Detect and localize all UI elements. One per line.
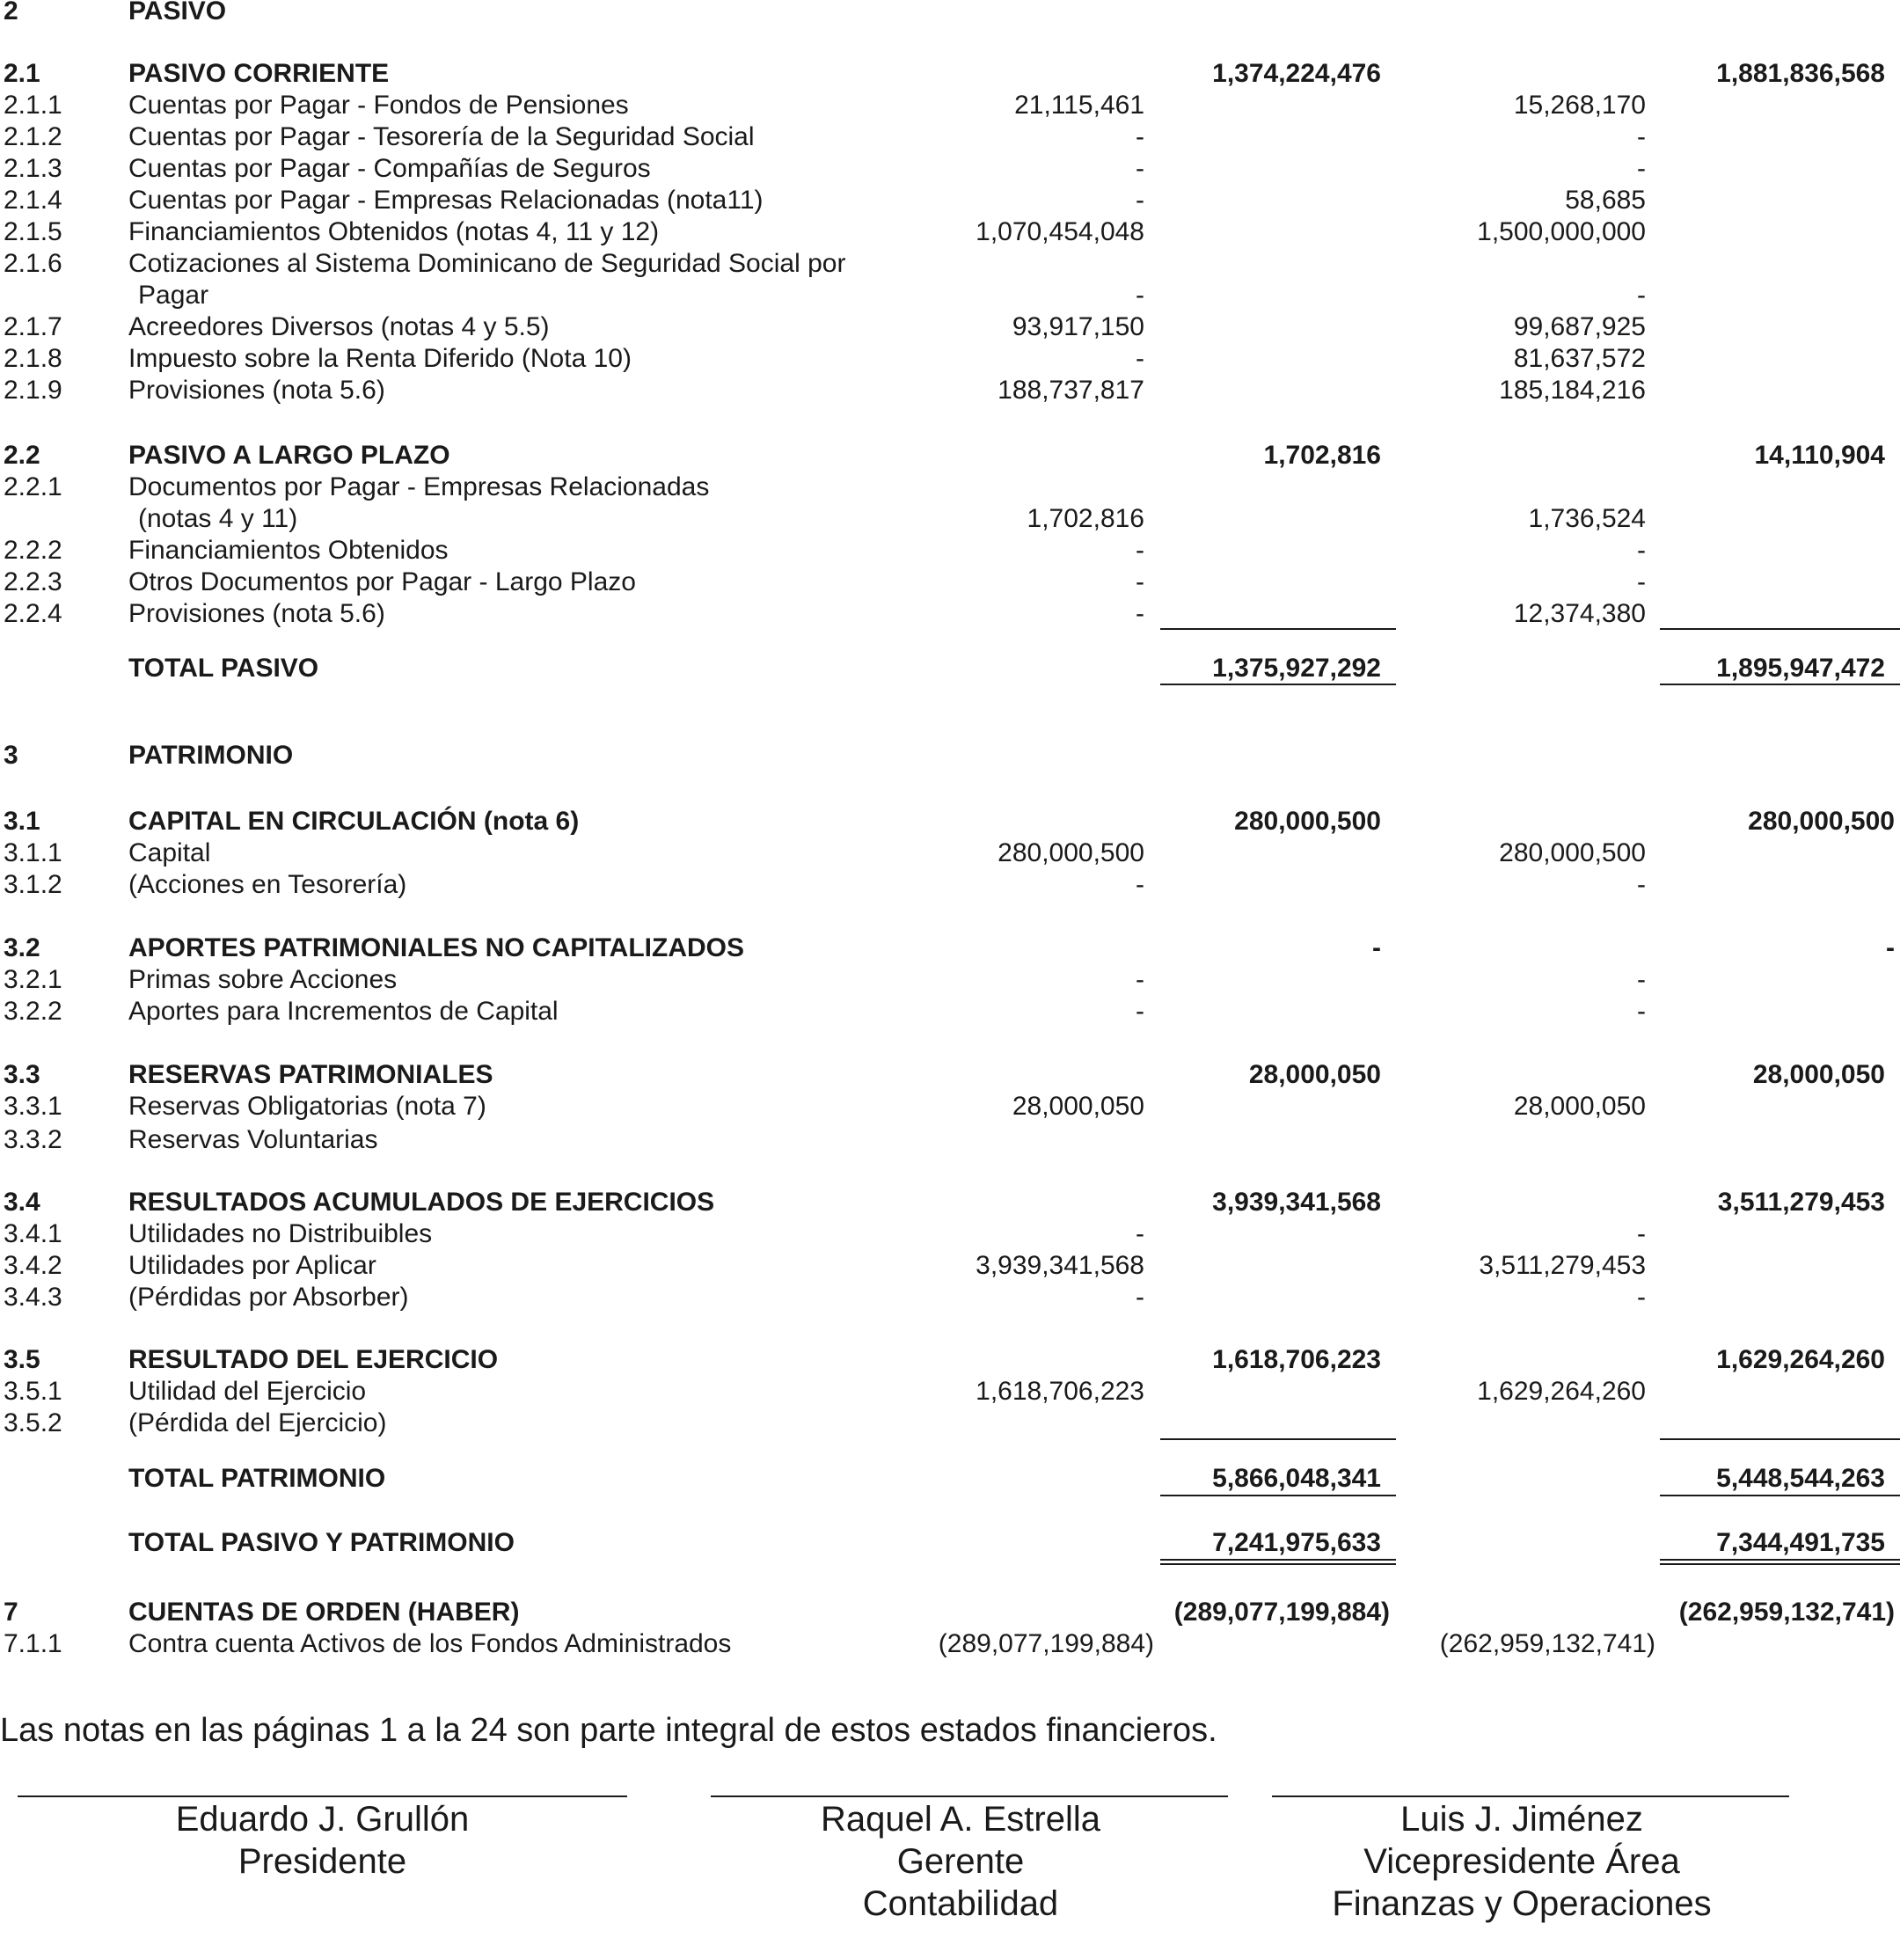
- detail-prior: 81,637,572: [1513, 344, 1646, 373]
- account-label: Provisiones (nota 5.6): [128, 599, 385, 628]
- detail-prior: -: [1637, 154, 1646, 183]
- account-label: RESULTADO DEL EJERCICIO: [128, 1345, 499, 1374]
- signature-block-president: [18, 1798, 627, 1883]
- total-current: 1,375,927,292: [1212, 654, 1381, 683]
- account-code: 3.4.3: [4, 1283, 62, 1312]
- detail-current: -: [1136, 870, 1144, 899]
- total-label: TOTAL PASIVO Y PATRIMONIO: [128, 1528, 515, 1557]
- total-prior: 1,895,947,472: [1716, 654, 1885, 683]
- account-code: 2.1.7: [4, 312, 62, 341]
- detail-current: 3,939,341,568: [976, 1251, 1144, 1280]
- total-current: 5,866,048,341: [1212, 1464, 1381, 1493]
- account-label: (Acciones en Tesorería): [128, 870, 407, 899]
- group-total-prior: -: [1886, 933, 1895, 962]
- account-code: 3.5: [4, 1345, 40, 1374]
- account-code: 2.1.4: [4, 186, 62, 215]
- total-row: [0, 1463, 1900, 1495]
- detail-current: -: [1136, 1283, 1144, 1312]
- detail-prior: -: [1637, 567, 1646, 596]
- detail-prior: 1,736,524: [1528, 504, 1646, 533]
- group-total-current: 1,374,224,476: [1212, 59, 1381, 88]
- account-code: 7.1.1: [4, 1629, 62, 1658]
- total-prior: 5,448,544,263: [1716, 1464, 1885, 1493]
- detail-prior: -: [1637, 997, 1646, 1026]
- line-item-row: [0, 121, 1900, 153]
- detail-current: -: [1136, 567, 1144, 596]
- account-code: 3.2.1: [4, 965, 62, 994]
- account-label: Acreedores Diversos (notas 4 y 5.5): [128, 312, 550, 341]
- account-label: Utilidades por Aplicar: [128, 1251, 376, 1280]
- account-code: 2.2.2: [4, 536, 62, 565]
- account-code: 2.1: [4, 59, 40, 88]
- line-item-row: [0, 869, 1900, 901]
- detail-current: 1,702,816: [1027, 504, 1144, 533]
- subtotal-rule: [1660, 628, 1900, 630]
- subtotal-rule: [1660, 1438, 1900, 1440]
- signatory-title: Gerente: [896, 1842, 1025, 1881]
- account-code: 2.1.9: [4, 376, 62, 405]
- group-total-current: 28,000,050: [1248, 1060, 1381, 1089]
- group-total-current: 3,939,341,568: [1212, 1188, 1381, 1217]
- detail-current: (289,077,199,884): [938, 1629, 1154, 1658]
- detail-prior: 28,000,050: [1513, 1092, 1646, 1121]
- detail-current: 188,737,817: [998, 376, 1144, 405]
- account-code: 3: [4, 741, 18, 770]
- group-total-prior: 1,881,836,568: [1716, 59, 1885, 88]
- account-label: Utilidades no Distribuibles: [128, 1219, 433, 1248]
- account-label: CUENTAS DE ORDEN (HABER): [128, 1598, 520, 1627]
- group-total-row: [0, 1059, 1900, 1091]
- detail-current: -: [1136, 536, 1144, 565]
- section-header-pasivo: [0, 0, 1900, 27]
- group-total-row: [0, 1344, 1900, 1376]
- account-label: Capital: [128, 838, 211, 867]
- signatory-name: Luis J. Jiménez: [1400, 1800, 1643, 1839]
- detail-current: -: [1136, 599, 1144, 628]
- account-label: Cuentas por Pagar - Tesorería de la Seguridad Social: [128, 122, 755, 151]
- line-item-row: [0, 90, 1900, 121]
- signatory-title: Contabilidad: [862, 1884, 1059, 1923]
- account-code: 2.1.1: [4, 91, 62, 120]
- detail-prior: -: [1637, 1283, 1646, 1312]
- detail-prior: -: [1637, 536, 1646, 565]
- account-label: Otros Documentos por Pagar - Largo Plazo: [128, 567, 636, 596]
- signature-block-vp: [1272, 1798, 1772, 1925]
- account-label: Reservas Obligatorias (nota 7): [128, 1092, 486, 1121]
- financial-statement-note: Las notas en las páginas 1 a la 24 son parte integral de estos estados financieros.: [0, 1712, 1217, 1749]
- line-item-row: [0, 311, 1900, 343]
- group-total-prior: 280,000,500: [1748, 807, 1895, 836]
- group-total-row: [0, 1187, 1900, 1218]
- line-item-row: [0, 1628, 1900, 1660]
- group-total-row: [0, 440, 1900, 472]
- account-code: 3.4.2: [4, 1251, 62, 1280]
- account-label: PATRIMONIO: [128, 741, 294, 770]
- grand-total-row: [0, 1527, 1900, 1559]
- line-item-continuation-row: [0, 280, 1900, 311]
- total-rule: [1660, 1495, 1900, 1496]
- account-label: (Pérdidas por Absorber): [128, 1283, 409, 1312]
- total-rule: [1660, 684, 1900, 685]
- group-total-row: [0, 932, 1900, 964]
- line-item-row: [0, 472, 1900, 503]
- total-current: 7,241,975,633: [1212, 1528, 1381, 1557]
- detail-prior: 185,184,216: [1499, 376, 1646, 405]
- group-total-current: (289,077,199,884): [1173, 1598, 1390, 1627]
- detail-current: -: [1136, 965, 1144, 994]
- line-item-row: [0, 185, 1900, 216]
- subtotal-rule: [1160, 628, 1396, 630]
- detail-current: -: [1136, 154, 1144, 183]
- account-code: 3.1.2: [4, 870, 62, 899]
- total-rule: [1160, 1495, 1396, 1496]
- account-code: 2.2: [4, 441, 40, 470]
- detail-current: 28,000,050: [1012, 1092, 1144, 1121]
- account-label: Financiamientos Obtenidos (notas 4, 11 y 12): [128, 217, 660, 246]
- account-code: 2.2.4: [4, 599, 62, 628]
- signature-line: [1272, 1795, 1789, 1797]
- group-total-row: [0, 1597, 1900, 1628]
- detail-current: -: [1136, 281, 1144, 310]
- detail-prior: (262,959,132,741): [1439, 1629, 1655, 1658]
- signatory-title: Finanzas y Operaciones: [1332, 1884, 1712, 1923]
- account-label: APORTES PATRIMONIALES NO CAPITALIZADOS: [128, 933, 745, 962]
- account-code: 2.1.2: [4, 122, 62, 151]
- account-code: 2.1.8: [4, 344, 62, 373]
- line-item-row: [0, 598, 1900, 630]
- account-label: PASIVO A LARGO PLAZO: [128, 441, 450, 470]
- group-total-prior: 14,110,904: [1754, 441, 1885, 470]
- total-label: TOTAL PATRIMONIO: [128, 1464, 386, 1493]
- line-item-row: [0, 1408, 1900, 1439]
- detail-prior: 15,268,170: [1513, 91, 1646, 120]
- signature-block-manager: [711, 1798, 1210, 1925]
- detail-current: 280,000,500: [998, 838, 1144, 867]
- signatory-name: Eduardo J. Grullón: [175, 1800, 470, 1839]
- double-rule-bottom: [1660, 1563, 1900, 1565]
- group-total-row: [0, 58, 1900, 90]
- detail-current: 93,917,150: [1012, 312, 1144, 341]
- line-item-row: [0, 1250, 1900, 1282]
- account-code: 2.1.6: [4, 249, 62, 278]
- detail-prior: 280,000,500: [1499, 838, 1646, 867]
- detail-prior: -: [1637, 965, 1646, 994]
- line-item-row: [0, 837, 1900, 869]
- line-item-row: [0, 1218, 1900, 1250]
- detail-current: -: [1136, 1219, 1144, 1248]
- account-label: Impuesto sobre la Renta Diferido (Nota 10): [128, 344, 632, 373]
- line-item-row: [0, 1282, 1900, 1313]
- detail-current: 1,618,706,223: [976, 1377, 1144, 1406]
- line-item-row: [0, 567, 1900, 598]
- account-code: 2.2.1: [4, 472, 62, 501]
- account-label: Primas sobre Acciones: [128, 965, 398, 994]
- line-item-row: [0, 996, 1900, 1028]
- double-rule-top: [1160, 1559, 1396, 1561]
- group-total-row: [0, 806, 1900, 837]
- account-label: CAPITAL EN CIRCULACIÓN (nota 6): [128, 807, 580, 836]
- double-rule-bottom: [1160, 1563, 1396, 1565]
- account-code: 2.1.3: [4, 154, 62, 183]
- account-label: RESULTADOS ACUMULADOS DE EJERCICIOS: [128, 1188, 715, 1217]
- double-rule-top: [1660, 1559, 1900, 1561]
- account-label: Provisiones (nota 5.6): [128, 376, 385, 405]
- group-total-current: 1,618,706,223: [1212, 1345, 1381, 1374]
- line-item-row: [0, 1376, 1900, 1408]
- account-code: 3.4: [4, 1188, 40, 1217]
- line-item-row: [0, 153, 1900, 185]
- account-label: Aportes para Incrementos de Capital: [128, 997, 559, 1026]
- detail-current: -: [1136, 122, 1144, 151]
- group-total-current: 280,000,500: [1234, 807, 1381, 836]
- line-item-continuation-row: [0, 503, 1900, 535]
- account-code: 2: [4, 0, 18, 26]
- account-code: 2.2.3: [4, 567, 62, 596]
- section-header-patrimonio: [0, 740, 1900, 772]
- account-label: RESERVAS PATRIMONIALES: [128, 1060, 493, 1089]
- account-code: 3.3.2: [4, 1125, 62, 1154]
- detail-current: 21,115,461: [1014, 91, 1144, 120]
- group-total-prior: 3,511,279,453: [1717, 1188, 1885, 1217]
- account-code: 3.1: [4, 807, 40, 836]
- line-item-row: [0, 1124, 1900, 1156]
- detail-prior: -: [1637, 122, 1646, 151]
- account-code: 3.3: [4, 1060, 40, 1089]
- account-code: 3.2.2: [4, 997, 62, 1026]
- account-label: Cuentas por Pagar - Compañías de Seguros: [128, 154, 651, 183]
- detail-current: -: [1136, 997, 1144, 1026]
- detail-prior: 1,500,000,000: [1477, 217, 1646, 246]
- account-code: 3.1.1: [4, 838, 62, 867]
- signature-line: [711, 1795, 1228, 1797]
- account-label: Reservas Voluntarias: [128, 1125, 378, 1154]
- detail-current: -: [1136, 344, 1144, 373]
- detail-prior: 1,629,264,260: [1477, 1377, 1646, 1406]
- group-total-current: 1,702,816: [1263, 441, 1381, 470]
- group-total-prior: 28,000,050: [1752, 1060, 1885, 1089]
- account-label: (Pérdida del Ejercicio): [128, 1408, 387, 1437]
- detail-prior: -: [1637, 281, 1646, 310]
- line-item-row: [0, 343, 1900, 375]
- account-label: PASIVO CORRIENTE: [128, 59, 390, 88]
- account-label: Cuentas por Pagar - Fondos de Pensiones: [128, 91, 629, 120]
- account-code: 3.4.1: [4, 1219, 62, 1248]
- account-code: 7: [4, 1598, 18, 1627]
- total-prior: 7,344,491,735: [1716, 1528, 1885, 1557]
- total-label: TOTAL PASIVO: [128, 654, 319, 683]
- account-label: Financiamientos Obtenidos: [128, 536, 449, 565]
- signatory-name: Raquel A. Estrella: [821, 1800, 1100, 1839]
- group-total-current: -: [1372, 933, 1381, 962]
- subtotal-rule: [1160, 1438, 1396, 1440]
- account-label: Contra cuenta Activos de los Fondos Administrados: [128, 1629, 732, 1658]
- detail-current: -: [1136, 186, 1144, 215]
- detail-current: 1,070,454,048: [976, 217, 1144, 246]
- account-code: 3.5.1: [4, 1377, 62, 1406]
- account-label: Utilidad del Ejercicio: [128, 1377, 367, 1406]
- detail-prior: 3,511,279,453: [1479, 1251, 1646, 1280]
- total-rule: [1160, 684, 1396, 685]
- account-label-continuation: Pagar: [138, 281, 209, 310]
- account-code: 3.5.2: [4, 1408, 62, 1437]
- line-item-row: [0, 216, 1900, 248]
- detail-prior: 12,374,380: [1513, 599, 1646, 628]
- account-code: 3.3.1: [4, 1092, 62, 1121]
- account-label: Cuentas por Pagar - Empresas Relacionadas (nota11): [128, 186, 764, 215]
- group-total-prior: (262,959,132,741): [1678, 1598, 1895, 1627]
- account-label: Documentos por Pagar - Empresas Relacionadas: [128, 472, 710, 501]
- signature-line: [18, 1795, 627, 1797]
- line-item-row: [0, 1091, 1900, 1123]
- account-code: 2.1.5: [4, 217, 62, 246]
- signatory-title: Vicepresidente Área: [1363, 1842, 1680, 1881]
- detail-prior: 99,687,925: [1513, 312, 1646, 341]
- detail-prior: 58,685: [1565, 186, 1646, 215]
- detail-prior: -: [1637, 1219, 1646, 1248]
- line-item-row: [0, 535, 1900, 567]
- total-row: [0, 653, 1900, 684]
- account-label: Cotizaciones al Sistema Dominicano de Seguridad Social por: [128, 249, 846, 278]
- group-total-prior: 1,629,264,260: [1716, 1345, 1885, 1374]
- signatory-title: Presidente: [238, 1842, 407, 1881]
- line-item-row: [0, 248, 1900, 280]
- detail-prior: -: [1637, 870, 1646, 899]
- account-label-continuation: (notas 4 y 11): [138, 504, 298, 533]
- account-code: 3.2: [4, 933, 40, 962]
- line-item-row: [0, 375, 1900, 406]
- line-item-row: [0, 964, 1900, 996]
- account-label: PASIVO: [128, 0, 227, 26]
